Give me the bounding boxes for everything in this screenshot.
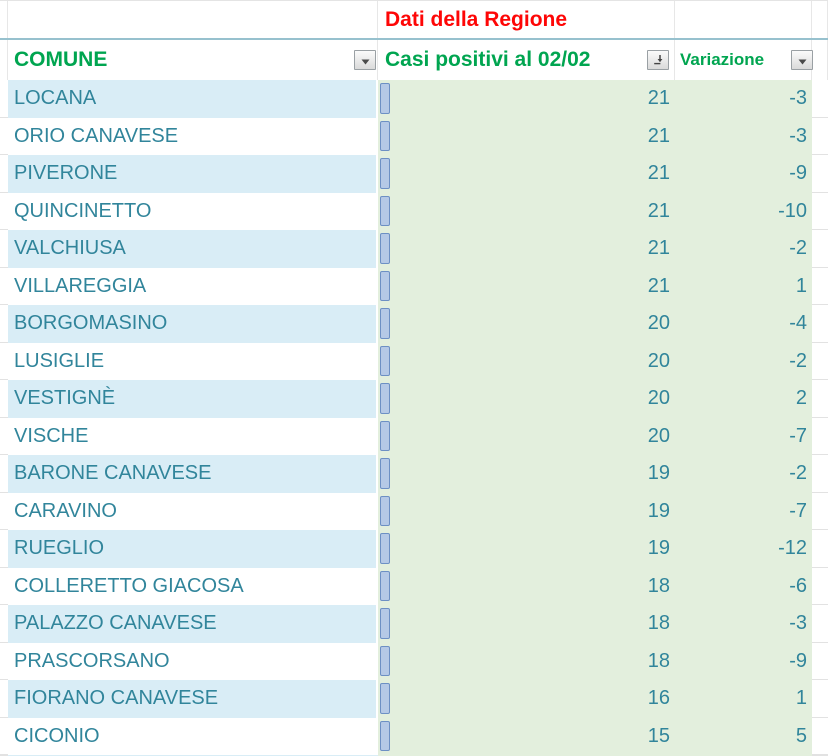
casi-value: 16 [647, 687, 670, 710]
column-header-row [0, 40, 828, 80]
casi-cell[interactable] [378, 605, 675, 643]
casi-cell[interactable] [378, 305, 675, 343]
casi-value: 18 [647, 612, 670, 635]
comune-cell[interactable] [8, 680, 378, 718]
variazione-value: -9 [789, 162, 807, 185]
casi-value: 15 [647, 724, 670, 747]
table-row [0, 643, 828, 681]
variazione-cell[interactable] [675, 343, 812, 381]
casi-value: 21 [647, 162, 670, 185]
table-row [0, 418, 828, 456]
data-bar [380, 271, 390, 302]
variazione-value: -3 [789, 124, 807, 147]
table-row [0, 268, 828, 306]
casi-cell[interactable] [378, 643, 675, 681]
variazione-value: 2 [795, 387, 807, 410]
comune-cell[interactable] [8, 455, 378, 493]
comune-cell-text: VESTIGNÈ [14, 387, 116, 410]
data-bar [380, 233, 390, 264]
variazione-value: -7 [789, 424, 807, 447]
table-row [0, 605, 828, 643]
variazione-value: -6 [789, 574, 807, 597]
casi-sort-filter-button[interactable] [647, 50, 669, 70]
casi-value: 20 [647, 349, 670, 372]
right-sliver-cell [812, 40, 828, 80]
region-title-cell[interactable] [378, 1, 675, 38]
table-body [0, 80, 828, 755]
column-header-variazione[interactable] [675, 40, 812, 80]
region-header-row [0, 0, 828, 38]
variazione-cell[interactable] [675, 605, 812, 643]
right-sliver-cell [812, 718, 828, 756]
comune-cell[interactable] [8, 118, 378, 156]
empty-header-cell[interactable] [8, 1, 378, 38]
left-sliver-cell [0, 380, 8, 418]
variazione-value: -7 [789, 499, 807, 522]
variazione-filter-button[interactable] [791, 50, 813, 70]
variazione-cell[interactable] [675, 80, 812, 118]
comune-cell[interactable] [8, 80, 378, 118]
data-bar [380, 196, 390, 227]
table-row [0, 380, 828, 418]
casi-cell[interactable] [378, 530, 675, 568]
casi-cell[interactable] [378, 455, 675, 493]
comune-cell[interactable] [8, 268, 378, 306]
comune-cell[interactable] [8, 718, 378, 756]
filter-dropdown-icon [361, 53, 370, 68]
left-sliver-cell [0, 493, 8, 531]
left-sliver-cell [0, 80, 8, 118]
variazione-cell[interactable] [675, 718, 812, 756]
variazione-cell[interactable] [675, 493, 812, 531]
casi-cell[interactable] [378, 493, 675, 531]
sort-descending-filter-icon [653, 53, 664, 68]
table-row [0, 305, 828, 343]
variazione-value: -9 [789, 649, 807, 672]
left-sliver-cell [0, 193, 8, 231]
casi-cell[interactable] [378, 230, 675, 268]
comune-cell[interactable] [8, 605, 378, 643]
casi-value: 19 [647, 462, 670, 485]
variazione-header-label: Variazione [680, 50, 765, 69]
variazione-cell[interactable] [675, 230, 812, 268]
variazione-value: -4 [789, 312, 807, 335]
casi-value: 19 [647, 499, 670, 522]
right-sliver-cell [812, 230, 828, 268]
right-sliver-cell [812, 343, 828, 381]
table-row [0, 343, 828, 381]
comune-cell[interactable] [8, 230, 378, 268]
comune-cell-text: PRASCORSANO [14, 649, 170, 672]
comune-cell-text: BARONE CANAVESE [14, 462, 212, 485]
casi-value: 21 [647, 237, 670, 260]
right-sliver-cell [812, 605, 828, 643]
variazione-value: 1 [795, 274, 807, 297]
casi-header-label: Casi positivi al 02/02 [385, 48, 591, 71]
left-sliver-cell [0, 155, 8, 193]
left-sliver-cell [0, 268, 8, 306]
casi-value: 20 [647, 424, 670, 447]
casi-cell[interactable] [378, 343, 675, 381]
table-row [0, 155, 828, 193]
column-header-comune[interactable] [8, 40, 378, 80]
left-sliver-cell [0, 718, 8, 756]
comune-cell-text: PIVERONE [14, 162, 118, 185]
variazione-cell[interactable] [675, 418, 812, 456]
table-row [0, 193, 828, 231]
casi-cell[interactable] [378, 118, 675, 156]
right-sliver-cell [812, 1, 828, 38]
comune-cell-text: VALCHIUSA [14, 237, 126, 260]
data-bar [380, 533, 390, 564]
comune-cell-text: VISCHE [14, 424, 89, 447]
right-sliver-cell [812, 155, 828, 193]
right-sliver-cell [812, 455, 828, 493]
comune-cell[interactable] [8, 530, 378, 568]
comune-cell-text: LUSIGLIE [14, 349, 105, 372]
variazione-value: -2 [789, 462, 807, 485]
table-row [0, 230, 828, 268]
variazione-cell[interactable] [675, 380, 812, 418]
data-bar [380, 646, 390, 677]
comune-cell-text: RUEGLIO [14, 537, 105, 560]
empty-header-cell[interactable] [675, 1, 812, 38]
casi-cell[interactable] [378, 718, 675, 756]
casi-cell[interactable] [378, 155, 675, 193]
variazione-cell[interactable] [675, 268, 812, 306]
left-sliver-cell [0, 343, 8, 381]
comune-header-label: COMUNE [14, 48, 108, 71]
right-sliver-cell [812, 193, 828, 231]
data-bar [380, 83, 390, 114]
left-sliver-cell [0, 40, 8, 80]
variazione-value: -3 [789, 87, 807, 110]
left-sliver-cell [0, 605, 8, 643]
data-bar [380, 571, 390, 602]
casi-cell[interactable] [378, 268, 675, 306]
right-sliver-cell [812, 493, 828, 531]
left-sliver-cell [0, 680, 8, 718]
left-sliver-cell [0, 455, 8, 493]
right-sliver-cell [812, 118, 828, 156]
variazione-value: -12 [778, 537, 807, 560]
data-bar [380, 608, 390, 639]
comune-cell-text: FIORANO CANAVESE [14, 687, 219, 710]
left-sliver-cell [0, 418, 8, 456]
comune-filter-button[interactable] [354, 50, 376, 70]
table-row [0, 80, 828, 118]
casi-cell[interactable] [378, 80, 675, 118]
left-sliver-cell [0, 230, 8, 268]
table-row [0, 455, 828, 493]
comune-cell-text: LOCANA [14, 87, 97, 110]
region-header-title: Dati della Regione [385, 7, 568, 31]
casi-value: 20 [647, 387, 670, 410]
right-sliver-cell [812, 643, 828, 681]
table-row [0, 493, 828, 531]
variazione-cell[interactable] [675, 155, 812, 193]
variazione-value: -2 [789, 349, 807, 372]
comune-cell-text: COLLERETTO GIACOSA [14, 574, 244, 597]
left-sliver-cell [0, 1, 8, 38]
left-sliver-cell [0, 643, 8, 681]
table-row [0, 530, 828, 568]
comune-cell[interactable] [8, 643, 378, 681]
comune-cell-text: CARAVINO [14, 499, 117, 522]
table-row [0, 680, 828, 718]
casi-cell[interactable] [378, 380, 675, 418]
right-sliver-cell [812, 530, 828, 568]
variazione-value: 1 [795, 687, 807, 710]
casi-value: 21 [647, 199, 670, 222]
comune-cell[interactable] [8, 155, 378, 193]
comune-cell-text: ORIO CANAVESE [14, 124, 179, 147]
comune-cell[interactable] [8, 305, 378, 343]
casi-cell[interactable] [378, 680, 675, 718]
variazione-cell[interactable] [675, 193, 812, 231]
right-sliver-cell [812, 80, 828, 118]
right-sliver-cell [812, 380, 828, 418]
data-bar [380, 383, 390, 414]
left-sliver-cell [0, 118, 8, 156]
left-sliver-cell [0, 568, 8, 606]
data-bar [380, 308, 390, 339]
right-sliver-cell [812, 680, 828, 718]
data-bar [380, 496, 390, 527]
variazione-cell[interactable] [675, 568, 812, 606]
casi-value: 20 [647, 312, 670, 335]
variazione-cell[interactable] [675, 118, 812, 156]
left-sliver-cell [0, 530, 8, 568]
data-bar [380, 421, 390, 452]
comune-cell-text: PALAZZO CANAVESE [14, 612, 217, 635]
comune-cell[interactable] [8, 380, 378, 418]
variazione-value: -3 [789, 612, 807, 635]
variazione-value: 5 [795, 724, 807, 747]
variazione-cell[interactable] [675, 643, 812, 681]
variazione-value: -2 [789, 237, 807, 260]
comune-cell[interactable] [8, 193, 378, 231]
table-row [0, 118, 828, 156]
casi-value: 21 [647, 274, 670, 297]
right-sliver-cell [812, 568, 828, 606]
comune-cell[interactable] [8, 418, 378, 456]
data-bar [380, 346, 390, 377]
casi-value: 18 [647, 649, 670, 672]
right-sliver-cell [812, 305, 828, 343]
comune-cell-text: QUINCINETTO [14, 199, 152, 222]
column-header-casi[interactable] [378, 40, 675, 80]
comune-cell[interactable] [8, 493, 378, 531]
comune-cell-text: VILLAREGGIA [14, 274, 147, 297]
casi-value: 21 [647, 124, 670, 147]
variazione-cell[interactable] [675, 455, 812, 493]
table-row [0, 568, 828, 606]
variazione-cell[interactable] [675, 530, 812, 568]
left-sliver-cell [0, 305, 8, 343]
right-sliver-cell [812, 268, 828, 306]
casi-cell[interactable] [378, 193, 675, 231]
comune-cell[interactable] [8, 568, 378, 606]
right-sliver-cell [812, 418, 828, 456]
variazione-cell[interactable] [675, 305, 812, 343]
data-bar [380, 683, 390, 714]
data-bar [380, 121, 390, 152]
comune-cell-text: CICONIO [14, 724, 100, 747]
casi-value: 19 [647, 537, 670, 560]
data-bar [380, 458, 390, 489]
comune-cell-text: BORGOMASINO [14, 312, 168, 335]
variazione-cell[interactable] [675, 680, 812, 718]
data-bar [380, 158, 390, 189]
comune-cell[interactable] [8, 343, 378, 381]
table-row [0, 718, 828, 756]
casi-value: 21 [647, 87, 670, 110]
casi-cell[interactable] [378, 568, 675, 606]
data-bar [380, 721, 390, 752]
casi-value: 18 [647, 574, 670, 597]
variazione-value: -10 [778, 199, 807, 222]
filter-dropdown-icon [798, 53, 807, 68]
casi-cell[interactable] [378, 418, 675, 456]
